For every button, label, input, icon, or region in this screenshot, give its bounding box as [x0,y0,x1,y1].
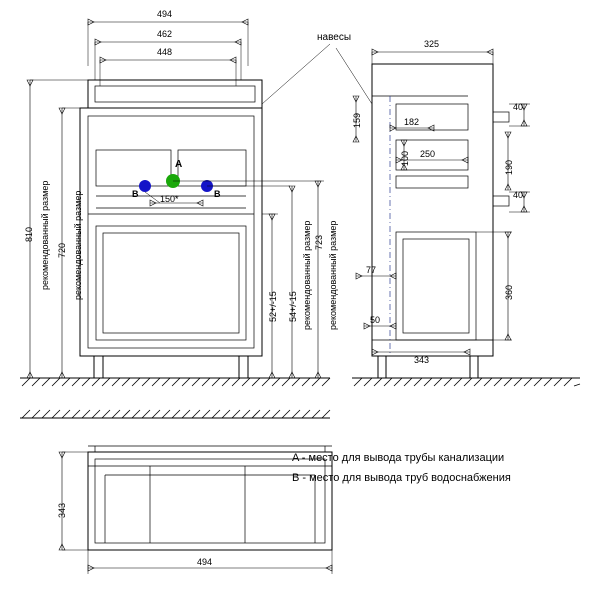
dim-front-52pm15: 52+/-15 [268,291,278,322]
front-right-dimensions [262,181,324,378]
legend-line-b: B - место для вывода труб водоснабжения [292,472,511,484]
marker-label-b-right: B [214,189,221,199]
dim-side-325: 325 [424,39,440,49]
dim-plan-343: 343 [57,502,67,518]
dim-side-40-bottom: 40 [513,190,524,200]
dim-side-360: 360 [504,284,514,300]
dim-side-343: 343 [414,355,430,365]
dim-front-448: 448 [157,47,173,57]
dim-front-720: 720 [57,242,67,258]
dim-front-810: 810 [24,226,34,242]
dim-front-54pm15: 54+/-15 [288,291,298,322]
naves-leader [262,44,372,104]
marker-label-b-left: B [132,189,139,199]
dim-front-494: 494 [157,9,173,19]
dim-front-462: 462 [157,29,173,39]
floor-line-side [352,378,580,386]
dim-side-182: 182 [404,117,420,127]
label-recommended-3: рекомендованный размер [302,220,312,330]
side-top-dimension [372,49,493,70]
marker-label-a: A [175,159,183,170]
front-cabinet-body [80,80,262,378]
label-recommended-4: рекомендованный размер [328,220,338,330]
dim-side-250: 250 [420,149,436,159]
dim-side-190: 190 [504,159,514,175]
label-recommended-2: рекомендованный размер [73,190,83,300]
dim-front-723: 723 [314,234,324,250]
side-cabinet-body [372,64,509,378]
legend-line-a: A - место для вывода трубы канализации [292,452,505,464]
dim-side-100: 100 [400,150,410,166]
dim-plan-494: 494 [197,557,213,567]
label-recommended-1: рекомендованный размер [40,180,50,290]
dim-side-50: 50 [370,315,381,325]
dim-side-40-top: 40 [513,102,524,112]
dim-side-77: 77 [366,265,377,275]
dim-angle-150: 150* [160,194,179,204]
callout-naves: навесы [317,32,352,43]
floor-line-front [20,378,330,386]
dim-side-159: 159 [352,112,362,128]
plan-wall-hatch [20,410,330,418]
